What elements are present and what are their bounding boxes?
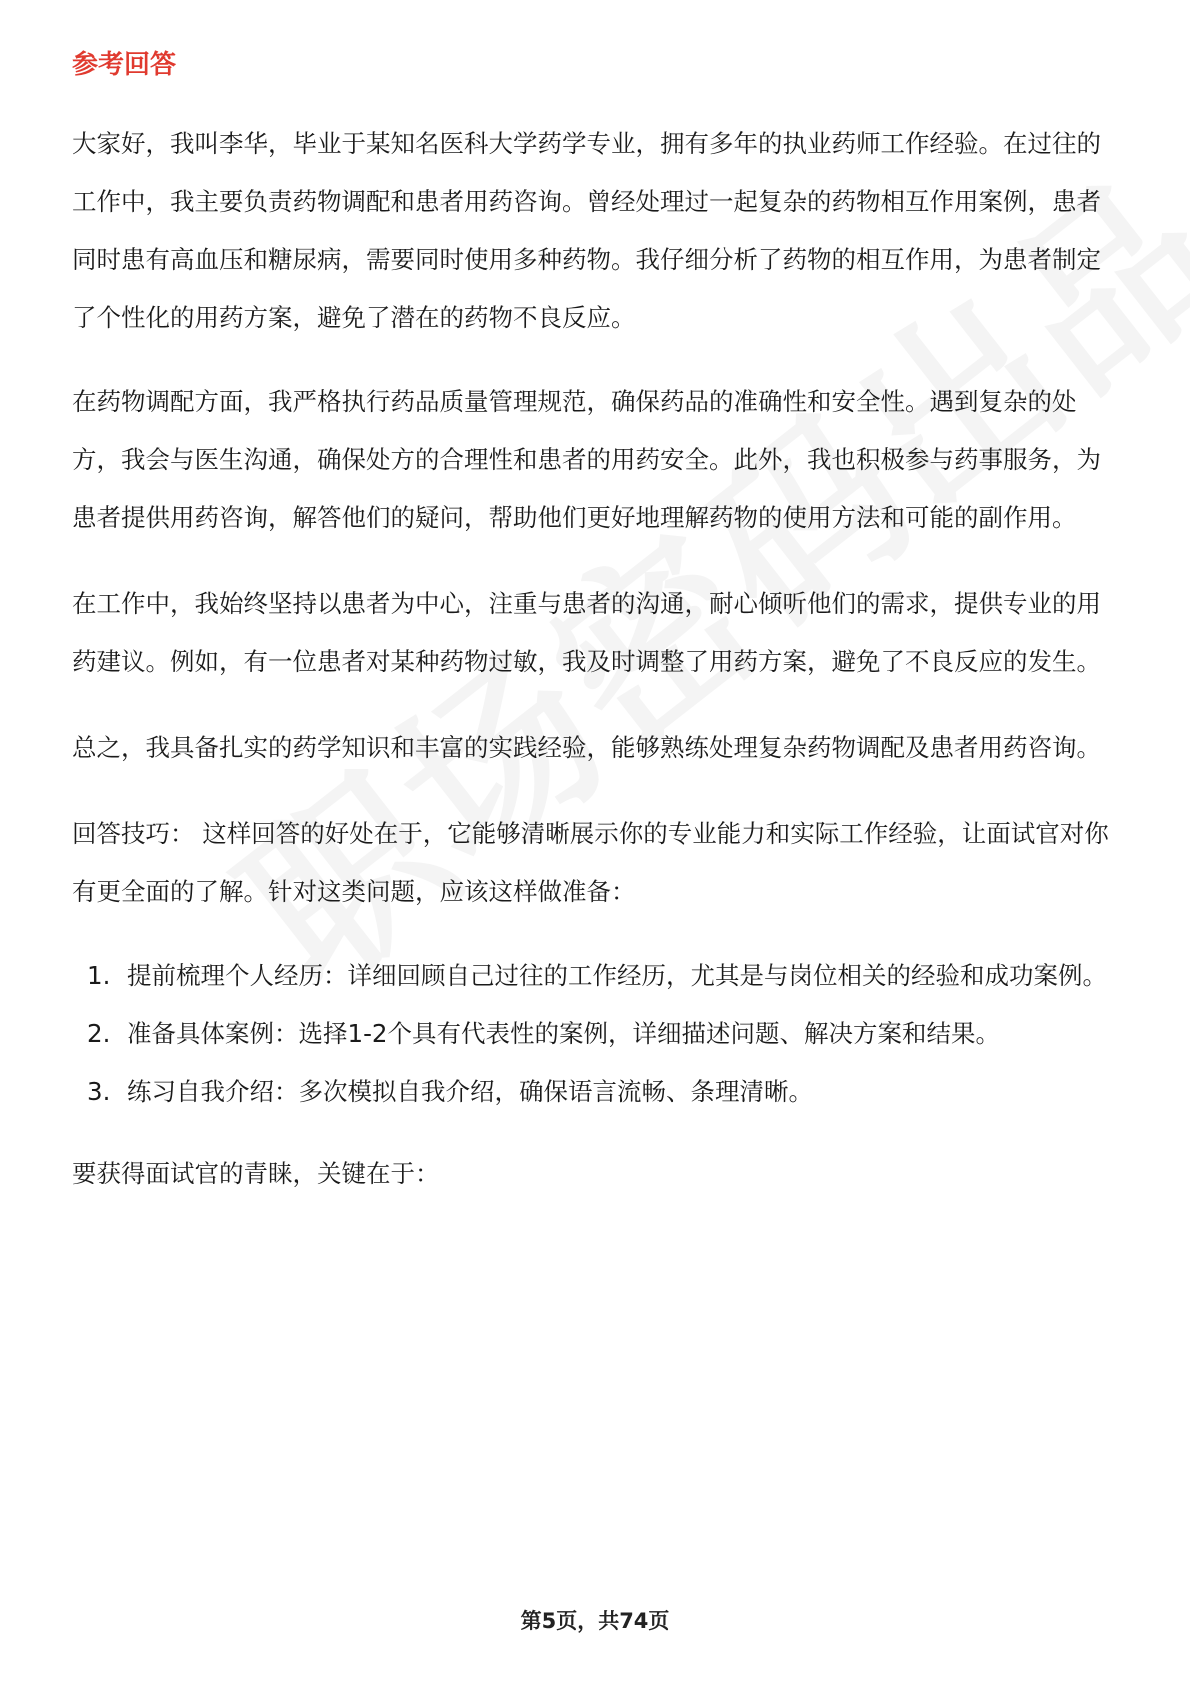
answer-paragraph-1: 大家好，我叫李华，毕业于某知名医科大学药学专业，拥有多年的执业药师工作经验。在过往的工作中，我主要负责药物调配和患者用药咨询。曾经处理过一起复杂的药物相互作用案例，患者同时患有高血压和糖尿病，需要同时使用多种药物。我仔细分析了药物的相互作用，为患者制定了个性化的用药方案，避免了潜在的药物不良反应。 — [72, 129, 1101, 332]
section-heading: 参考回答 — [72, 50, 177, 80]
closing-line: 要获得面试官的青睐，关键在于： — [72, 1159, 440, 1188]
list-number: 2. — [87, 1019, 111, 1048]
list-item — [72, 1063, 1122, 1121]
answer-content — [72, 115, 1122, 1203]
list-number: 1. — [87, 961, 111, 990]
list-item-text: 练习自我介绍：多次模拟自我介绍，确保语言流畅、条理清晰。 — [127, 1077, 813, 1106]
tips-list — [72, 947, 1122, 1121]
list-item — [72, 947, 1122, 1005]
list-item — [72, 1005, 1122, 1063]
list-item-text: 提前梳理个人经历：详细回顾自己过往的工作经历，尤其是与岗位相关的经验和成功案例。 — [127, 961, 1107, 990]
answer-paragraph-2: 在药物调配方面，我严格执行药品质量管理规范，确保药品的准确性和安全性。遇到复杂的处方，我会与医生沟通，确保处方的合理性和患者的用药安全。此外，我也积极参与药事服务，为患者提供用药咨询，解答他们的疑问，帮助他们更好地理解药物的使用方法和可能的副作用。 — [72, 387, 1101, 532]
answer-paragraph-3: 在工作中，我始终坚持以患者为中心，注重与患者的沟通，耐心倾听他们的需求，提供专业的用药建议。例如，有一位患者对某种药物过敏，我及时调整了用药方案，避免了不良反应的发生。 — [72, 589, 1101, 676]
list-number: 3. — [87, 1077, 111, 1106]
tips-intro: 回答技巧： 这样回答的好处在于，它能够清晰展示你的专业能力和实际工作经验，让面试官对你有更全面的了解。针对这类问题，应该这样做准备： — [72, 819, 1109, 906]
answer-paragraph-4: 总之，我具备扎实的药学知识和丰富的实践经验，能够熟练处理复杂药物调配及患者用药咨询。 — [72, 733, 1101, 762]
list-item-text: 准备具体案例：选择1-2个具有代表性的案例，详细描述问题、解决方案和结果。 — [127, 1019, 1001, 1048]
page-number: 第5页，共74页 — [520, 1609, 670, 1633]
